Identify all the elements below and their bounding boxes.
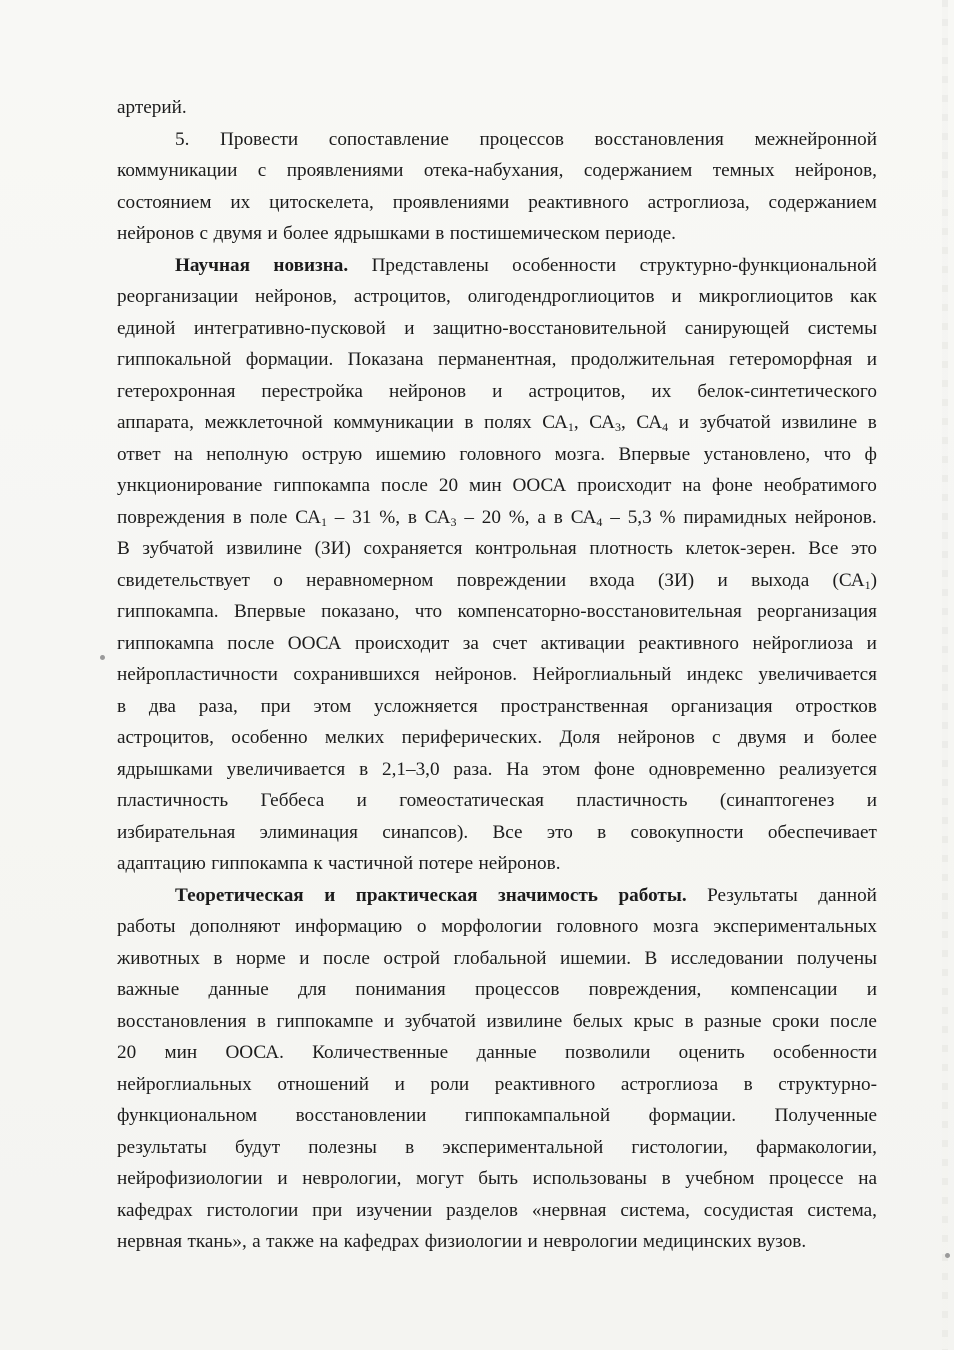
- text-line: астроцитов, особенно мелких периферических. Доля нейронов с двумя и более: [117, 727, 877, 748]
- text-line: избирательная элиминация синапсов). Все это в совокупности обеспечивает: [117, 821, 877, 843]
- text-line: аппарата, межклеточной коммуникации в полях $СА_1$, $СА_3$, $СА_4$ и зубчатой извилине в: [117, 412, 877, 434]
- text-line: гиппокампа после ООСА происходит за счет активации реактивного нейроглиоза и: [117, 632, 877, 654]
- text-line: пластичность Геббеса и гомеостатическая пластичность (синаптогенез и: [117, 790, 877, 811]
- text-line: В зубчатой извилине (ЗИ) сохраняется контрольная плотность клеток-зерен. Все это: [117, 538, 877, 559]
- text-line: гиппокампа. Впервые показано, что компенсаторно-восстановительная реорганизация: [117, 601, 877, 622]
- text-line: артерий.: [117, 97, 187, 118]
- text-line: нейрофизиологии и неврологии, могут быть использованы в учебном процессе на: [117, 1168, 877, 1189]
- text-line: коммуникации с проявлениями отека-набухания, содержанием темных нейронов,: [117, 160, 877, 181]
- text-line: нервная ткань», а также на кафедрах физиологии и неврологии медицинских вузов.: [117, 1231, 807, 1252]
- text-line: состоянием их цитоскелета, проявлениями реактивного астроглиоза, содержанием: [117, 191, 877, 213]
- text-line: повреждения в поле $СА_1$ – 31 %, в $СА_3$ – 20 %, а в $СА_4$ – 5,3 % пирамидных нейронов.: [117, 506, 877, 529]
- text-line: гиппокальной формации. Показана перманентная, продолжительная гетероморфная и: [117, 349, 877, 370]
- text-line: Научная новизна. Представлены особенности структурно-функциональной: [175, 254, 877, 276]
- text-line: ответ на неполную острую ишемию головного мозга. Впервые установлено, что ф: [117, 443, 877, 465]
- text-line: функциональном восстановлении гиппокампальной формации. Полученные: [117, 1105, 877, 1126]
- text-line: адаптацию гиппокампа к частичной потере нейронов.: [117, 853, 561, 874]
- text-line: работы дополняют информацию о морфологии головного мозга экспериментальных: [117, 916, 877, 937]
- text-line: животных в норме и после острой глобальной ишемии. В исследовании получены: [117, 947, 877, 969]
- text-line: свидетельствует о неравномерном повреждении входа (ЗИ) и выхода $(СА_1)$: [117, 569, 877, 592]
- text-line: ядрышками увеличивается в 2,1–3,0 раза. На этом фоне одновременно реализуется: [117, 758, 877, 780]
- text-line: 5. Провести сопоставление процессов восстановления межнейронной: [175, 128, 877, 150]
- document-body: [117, 92, 877, 1258]
- text-line: ункционирование гиппокампа после 20 мин ООСА происходит на фоне необратимого: [117, 475, 877, 496]
- scan-speck: [945, 1253, 950, 1258]
- text-line: результаты будут полезны в экспериментальной гистологии, фармакологии,: [117, 1136, 877, 1158]
- text-line: Теоретическая и практическая значимость работы. Результаты данной: [175, 884, 877, 906]
- text-line: кафедрах гистологии при изучении разделов «нервная система, сосудистая система,: [117, 1199, 877, 1221]
- text-line: 20 мин ООСА. Количественные данные позволили оценить особенности: [117, 1042, 877, 1063]
- text-line: нейронов с двумя и более ядрышками в постишемическом периоде.: [117, 223, 676, 244]
- text-line: в два раза, при этом усложняется пространственная организация отростков: [117, 695, 877, 717]
- text-line: гетерохронная перестройка нейронов и астроцитов, их белок-синтетического: [117, 380, 877, 402]
- text-line: важные данные для понимания процессов повреждения, компенсации и: [117, 979, 877, 1000]
- text-line: реорганизации нейронов, астроцитов, олигодендроглиоцитов и микроглиоцитов как: [117, 286, 877, 307]
- scan-speck: [100, 655, 105, 660]
- text-line: нейропластичности сохранившихся нейронов. Нейроглиальный индекс увеличивается: [117, 664, 877, 685]
- text-line: единой интегративно-пусковой и защитно-восстановительной санирующей системы: [117, 317, 877, 339]
- text-line: нейроглиальных отношений и роли реактивного астроглиоза в структурно-: [117, 1073, 877, 1095]
- paper-edge: [942, 0, 948, 1350]
- text-line: восстановления в гиппокампе и зубчатой извилине белых крыс в разные сроки после: [117, 1010, 877, 1032]
